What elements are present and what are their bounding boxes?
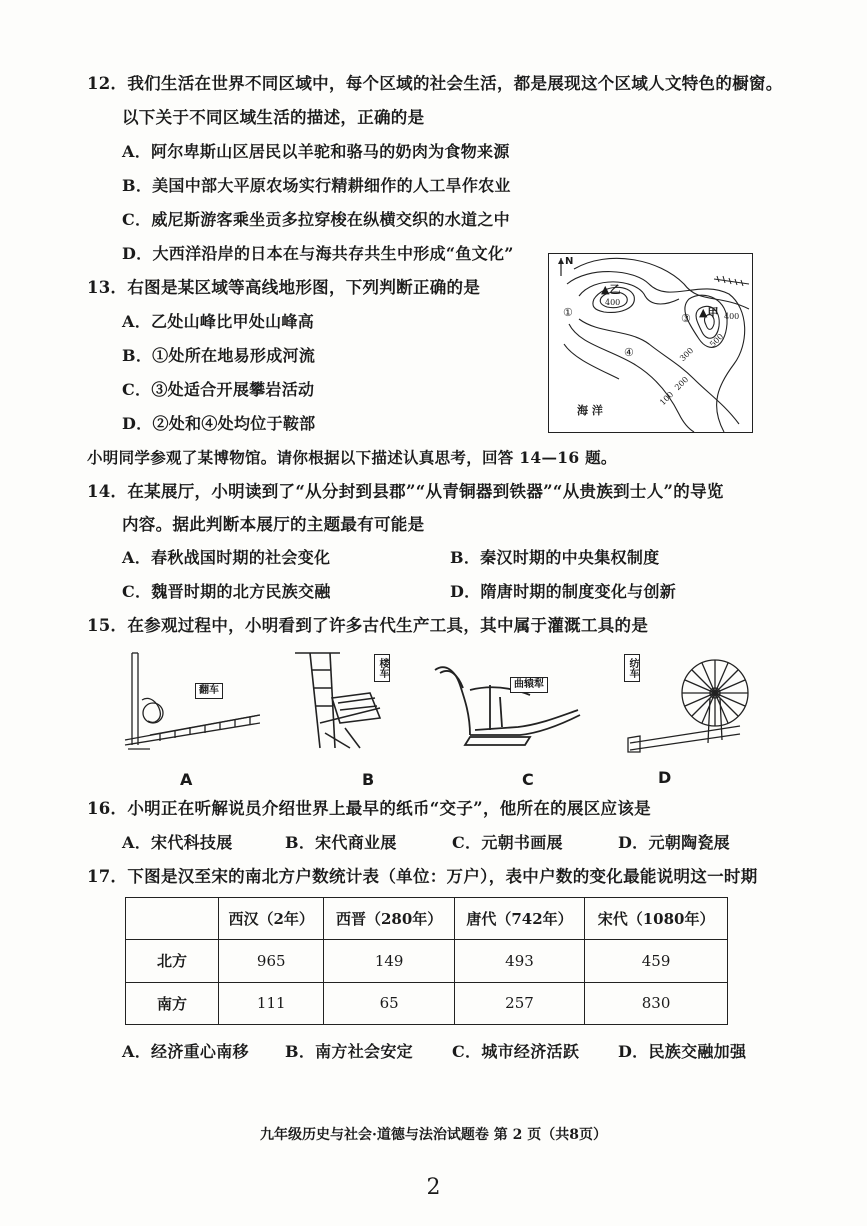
figure-d-label: D <box>658 768 672 787</box>
figure-fanche <box>120 645 260 755</box>
figure-a-tag: 翻车 <box>195 683 223 699</box>
household-table <box>125 897 728 1025</box>
q13-option-c: C．③处适合开展攀岩活动 <box>122 380 315 399</box>
table-cell: 257 <box>454 982 584 1024</box>
table-header-row <box>126 898 728 940</box>
page-number: 2 <box>426 1175 441 1200</box>
table-row <box>126 982 728 1024</box>
contour-label-500: 500 <box>708 331 726 350</box>
figure-b-tag: 楼车 <box>374 654 390 682</box>
figure-louche <box>290 648 400 758</box>
q16-option-d: D．元朝陶瓷展 <box>618 833 730 852</box>
q12-stem-line2: 以下关于不同区域生活的描述，正确的是 <box>122 108 425 127</box>
q14-stem-line1: 14．在某展厅，小明读到了“从分封到县郡”“从青铜器到铁器”“从贵族到士人”的导览 <box>87 482 724 501</box>
table-header-cell: 西汉（2年） <box>219 898 324 940</box>
q14-option-b: B．秦汉时期的中央集权制度 <box>450 548 660 567</box>
table-cell: 459 <box>585 940 728 982</box>
q14-option-c: C．魏晋时期的北方民族交融 <box>122 582 331 601</box>
table-cell: 65 <box>324 982 454 1024</box>
table-cell: 111 <box>219 982 324 1024</box>
figure-c-tag: 曲辕犁 <box>510 677 548 693</box>
q13-option-d: D．②处和④处均位于鞍部 <box>122 414 316 433</box>
q12-option-a: A．阿尔卑斯山区居民以羊驼和骆马的奶肉为食物来源 <box>122 142 510 161</box>
table-row <box>126 940 728 982</box>
table-header-cell: 唐代（742年） <box>454 898 584 940</box>
peak-jia-label: ▲甲 <box>699 306 719 319</box>
q12-option-d: D．大西洋沿岸的日本在与海共存共生中形成“鱼文化” <box>122 244 514 263</box>
table-cell: 830 <box>585 982 728 1024</box>
table-row-label: 北方 <box>126 940 219 982</box>
q14-stem-line2: 内容。据此判断本展厅的主题最有可能是 <box>122 515 425 534</box>
contour-label-300: 300 <box>678 345 696 364</box>
peak-yi-label: ▲乙 <box>601 283 621 296</box>
figure-a-label: A <box>180 770 193 789</box>
q16-option-b: B．宋代商业展 <box>285 833 397 852</box>
q13-stem: 13．右图是某区域等高线地形图，下列判断正确的是 <box>87 278 481 297</box>
figure-b-label: B <box>362 770 375 789</box>
q14-option-d: D．隋唐时期的制度变化与创新 <box>450 582 677 601</box>
table-cell: 965 <box>219 940 324 982</box>
q17-option-a: A．经济重心南移 <box>122 1042 249 1061</box>
map-mark-3: ③ <box>681 312 691 325</box>
table-row-label: 南方 <box>126 982 219 1024</box>
q12-option-c: C．威尼斯游客乘坐贡多拉穿梭在纵横交织的水道之中 <box>122 210 510 229</box>
q13-option-b: B．①处所在地易形成河流 <box>122 346 316 365</box>
q17-stem: 17．下图是汉至宋的南北方户数统计表（单位：万户），表中户数的变化最能说明这一时期 <box>87 867 758 886</box>
q16-option-a: A．宋代科技展 <box>122 833 233 852</box>
table-header-cell: 西晋（280年） <box>324 898 454 940</box>
table-header-cell <box>126 898 219 940</box>
figure-fangche <box>620 648 755 758</box>
table-cell: 149 <box>324 940 454 982</box>
contour-label-100: 100 <box>658 389 676 408</box>
q12-stem-line1: 12．我们生活在世界不同区域中，每个区域的社会生活，都是展现这个区域人文特色的橱窗。 <box>87 74 783 93</box>
contour-label-400-left: 400 <box>605 298 621 307</box>
q14-option-a: A．春秋战国时期的社会变化 <box>122 548 331 567</box>
sea-label: 海 洋 <box>577 404 603 417</box>
contour-label-400-right: 400 <box>724 312 740 321</box>
map-mark-4: ④ <box>624 346 634 359</box>
table-cell: 493 <box>454 940 584 982</box>
figure-c-label: C <box>522 770 534 789</box>
q13-option-a: A．乙处山峰比甲处山峰高 <box>122 312 315 331</box>
q16-stem: 16．小明正在听解说员介绍世界上最早的纸币“交子”，他所在的展区应该是 <box>87 799 651 818</box>
contour-map <box>548 253 753 433</box>
q17-option-b: B．南方社会安定 <box>285 1042 413 1061</box>
map-mark-1: ① <box>563 306 573 319</box>
table-header-cell: 宋代（1080年） <box>585 898 728 940</box>
q16-option-c: C．元朝书画展 <box>452 833 563 852</box>
figure-quyuanli <box>430 655 590 755</box>
page-footer: 九年级历史与社会·道德与法治试题卷 第 2 页（共8页） <box>260 1127 607 1143</box>
museum-intro: 小明同学参观了某博物馆。请你根据以下描述认真思考，回答 14—16 题。 <box>87 448 617 467</box>
figure-d-tag: 纺车 <box>624 654 640 682</box>
q12-option-b: B．美国中部大平原农场实行精耕细作的人工旱作农业 <box>122 176 511 195</box>
contour-label-200: 200 <box>673 374 691 393</box>
q17-option-c: C．城市经济活跃 <box>452 1042 580 1061</box>
q17-option-d: D．民族交融加强 <box>618 1042 747 1061</box>
north-arrow-label: N <box>565 256 574 267</box>
q15-stem: 15．在参观过程中，小明看到了许多古代生产工具，其中属于灌溉工具的是 <box>87 616 649 635</box>
